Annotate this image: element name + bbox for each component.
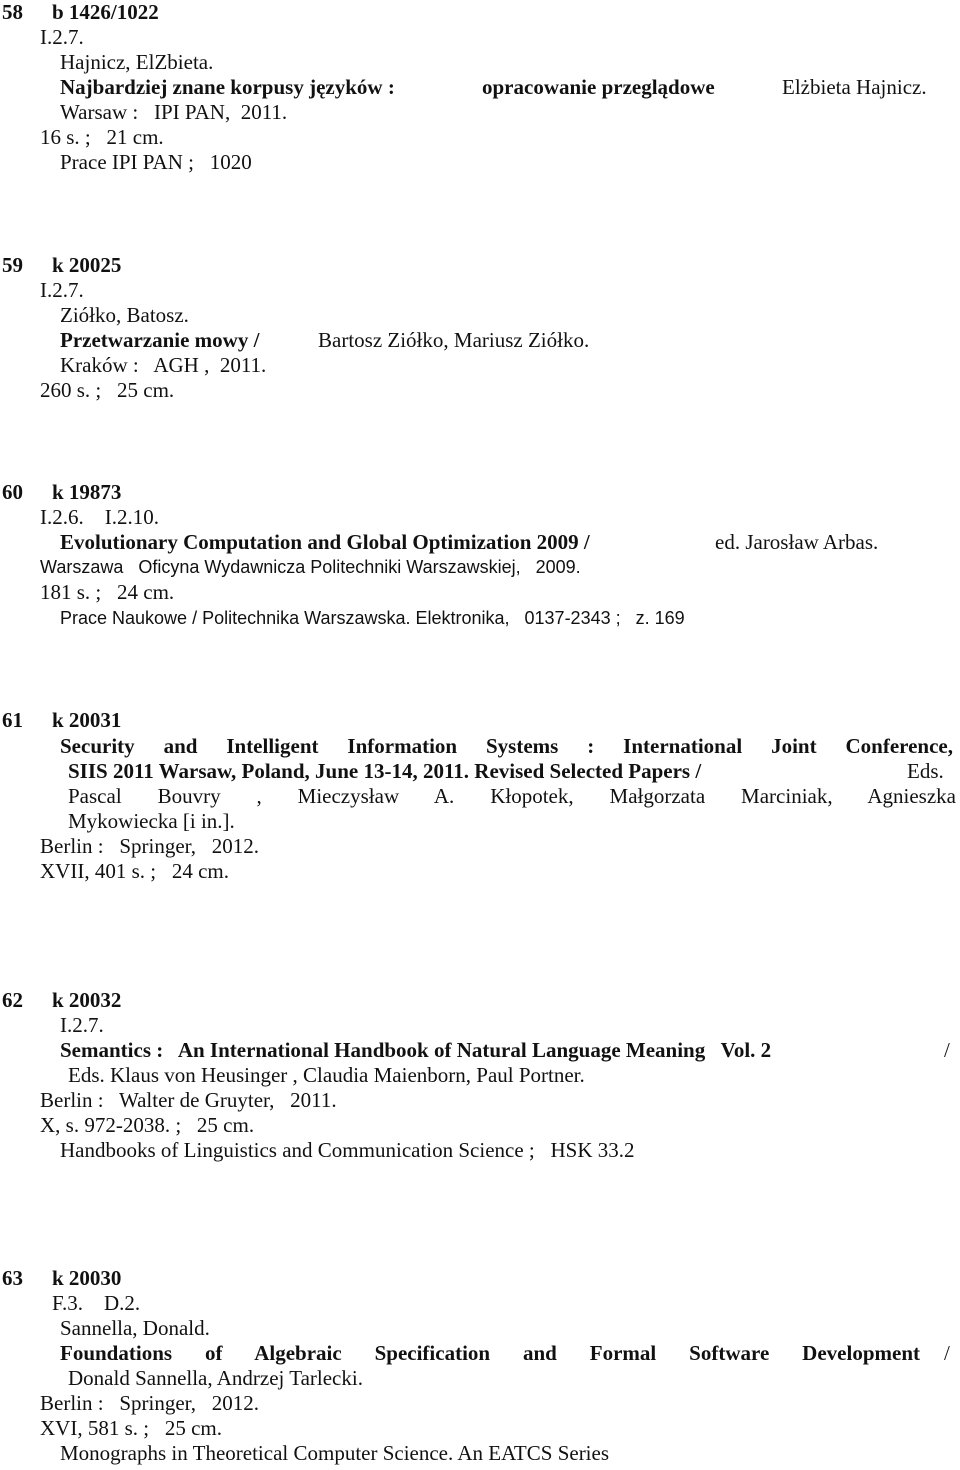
responsibility-line-2: Mykowiecka [i in.].: [68, 809, 235, 833]
shelf-signature: b 1426/1022: [52, 0, 159, 24]
publication: Warszawa Oficyna Wydawnicza Politechniki Warszawskiej, 2009.: [40, 557, 581, 577]
shelf-signature: k 20030: [52, 1266, 122, 1290]
responsibility: ed. Jarosław Arbas.: [715, 530, 879, 554]
extent: 16 s. ; 21 cm.: [40, 125, 164, 149]
classification: I.2.7.: [60, 1013, 104, 1037]
series: Handbooks of Linguistics and Communication Science ; HSK 33.2: [60, 1138, 635, 1162]
title-line-2: SIIS 2011 Warsaw, Poland, June 13-14, 2011. Revised Selected Papers /: [68, 759, 702, 783]
extent: 260 s. ; 25 cm.: [40, 378, 175, 402]
publication: Berlin : Springer, 2012.: [40, 1391, 260, 1415]
entry-number: 61: [2, 708, 23, 732]
shelf-signature: k 20032: [52, 988, 122, 1012]
title-line-1: Security and Intelligent Information Systems : International Joint Conference,: [60, 734, 953, 758]
classification: I.2.6. I.2.10.: [40, 505, 159, 529]
title-slash: /: [944, 1038, 950, 1062]
publication: Warsaw : IPI PAN, 2011.: [60, 100, 288, 124]
responsibility: Bartosz Ziółko, Mariusz Ziółko.: [318, 328, 590, 352]
classification: F.3. D.2.: [52, 1291, 141, 1315]
title-slash: /: [944, 1341, 950, 1365]
title: Semantics : An International Handbook of Natural Language Meaning Vol. 2: [60, 1038, 772, 1062]
extent: X, s. 972-2038. ; 25 cm.: [40, 1113, 255, 1137]
entry-number: 60: [2, 480, 23, 504]
subtitle: opracowanie przeglądowe: [482, 75, 715, 99]
series: Prace IPI PAN ; 1020: [60, 150, 252, 174]
author: Hajnicz, ElZbieta.: [60, 50, 214, 74]
title-line-2-rest: Eds.: [907, 759, 944, 783]
shelf-signature: k 19873: [52, 480, 122, 504]
author: Sannella, Donald.: [60, 1316, 210, 1340]
responsibility: Elżbieta Hajnicz.: [782, 75, 927, 99]
classification: I.2.7.: [40, 278, 84, 302]
responsibility: Donald Sannella, Andrzej Tarlecki.: [68, 1366, 363, 1390]
title: Przetwarzanie mowy /: [60, 328, 260, 352]
series: Prace Naukowe / Politechnika Warszawska. Elektronika, 0137-2343 ; z. 169: [60, 608, 685, 628]
entry-number: 59: [2, 253, 23, 277]
entry-number: 58: [2, 0, 23, 24]
responsibility: Eds. Klaus von Heusinger , Claudia Maienborn, Paul Portner.: [68, 1063, 585, 1087]
publication: Berlin : Springer, 2012.: [40, 834, 260, 858]
title: Evolutionary Computation and Global Optimization 2009 /: [60, 530, 590, 554]
entry-number: 63: [2, 1266, 23, 1290]
shelf-signature: k 20031: [52, 708, 122, 732]
series: Monographs in Theoretical Computer Science. An EATCS Series: [60, 1441, 610, 1465]
publication: Kraków : AGH , 2011.: [60, 353, 267, 377]
extent: XVII, 401 s. ; 24 cm.: [40, 859, 229, 883]
title: Foundations of Algebraic Specification and Formal Software Development: [60, 1341, 920, 1365]
responsibility-line-1: Pascal Bouvry , Mieczysław A. Kłopotek, Małgorzata Marciniak, Agnieszka: [68, 784, 956, 808]
entry-number: 62: [2, 988, 23, 1012]
extent: 181 s. ; 24 cm.: [40, 580, 175, 604]
shelf-signature: k 20025: [52, 253, 122, 277]
title: Najbardziej znane korpusy języków :: [60, 75, 395, 99]
publication: Berlin : Walter de Gruyter, 2011.: [40, 1088, 337, 1112]
extent: XVI, 581 s. ; 25 cm.: [40, 1416, 222, 1440]
author: Ziółko, Batosz.: [60, 303, 189, 327]
classification: I.2.7.: [40, 25, 84, 49]
